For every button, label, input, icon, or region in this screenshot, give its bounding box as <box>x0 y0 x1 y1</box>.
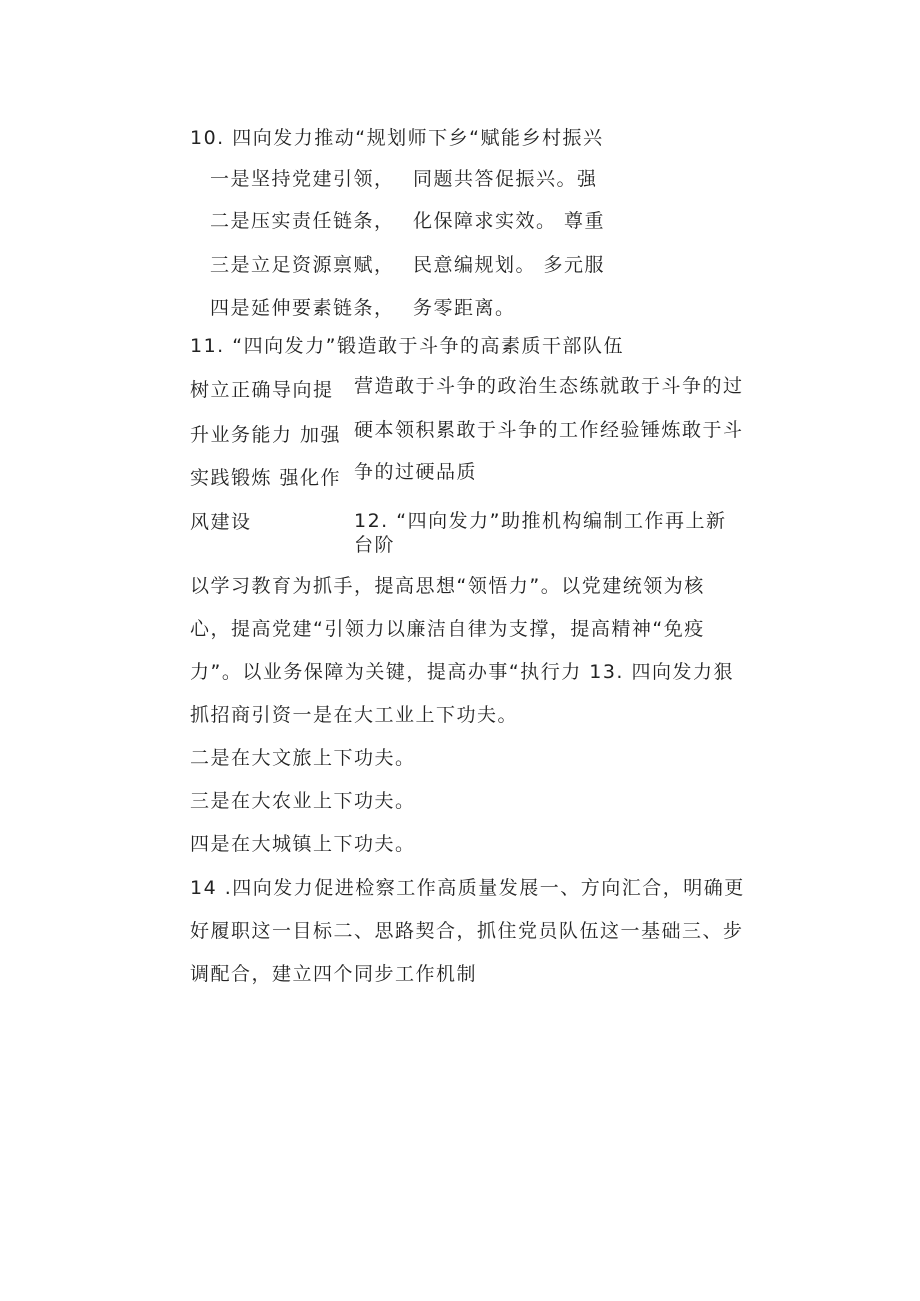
body-line: 力”。以业务保障为关键，提高办事“执行力 13. 四向发力狠 <box>190 661 734 683</box>
section-10-left-line: 一是坚持党建引领， <box>210 168 395 190</box>
section-11-right-line: 争的过硬品质 <box>354 461 478 483</box>
section-11-left-line: 树立正确导向提 <box>190 379 334 401</box>
body-line: 四是在大城镇上下功夫。 <box>190 833 416 855</box>
section-10-right-line: 化保障求实效。 尊重 <box>413 210 606 232</box>
section-11-left-line: 实践锻炼 强化作 <box>190 467 342 489</box>
section-14-line: 14 .四向发力促进检察工作高质量发展一、方向汇合，明确更 <box>190 877 745 899</box>
section-10-left-line: 三是立足资源禀赋， <box>210 254 395 276</box>
body-line: 以学习教育为抓手，提高思想“领悟力”。以党建统领为核 <box>190 575 705 597</box>
section-10-right-line: 民意编规划。 多元服 <box>413 254 606 276</box>
body-line: 三是在大农业上下功夫。 <box>190 790 416 812</box>
section-10-right-line: 同题共答促振兴。强 <box>413 168 598 190</box>
section-11-right-line: 营造敢于斗争的政治生态练就敢于斗争的过 <box>354 375 744 397</box>
section-10-left-line: 四是延伸要素链条， <box>210 297 395 319</box>
body-line: 抓招商引资一是在大工业上下功夫。 <box>190 704 519 726</box>
section-14-line: 好履职这一目标二、思路契合，抓住党员队伍这一基础三、步 <box>190 920 744 942</box>
section-12-heading: 12. “四向发力”助推机构编制工作再上新台阶 <box>354 510 727 556</box>
section-11-heading: 11. “四向发力”锻造敢于斗争的高素质干部队伍 <box>190 335 624 357</box>
body-line: 二是在大文旅上下功夫。 <box>190 747 416 769</box>
section-11-left-line: 升业务能力 加强 <box>190 424 342 446</box>
section-14-line: 调配合，建立四个同步工作机制 <box>190 963 478 985</box>
section-10-right-line: 务零距离。 <box>413 297 516 319</box>
body-line: 心，提高党建“引领力以廉洁自律为支撑，提高精神“免疫 <box>190 618 705 640</box>
section-10-heading: 10. 四向发力推动“规划师下乡“赋能乡村振兴 <box>190 127 604 149</box>
section-11-right-line: 硬本领积累敢于斗争的工作经验锤炼敢于斗 <box>354 419 744 441</box>
section-11-left-line: 风建设 <box>190 511 252 533</box>
section-10-left-line: 二是压实责任链条， <box>210 210 395 232</box>
